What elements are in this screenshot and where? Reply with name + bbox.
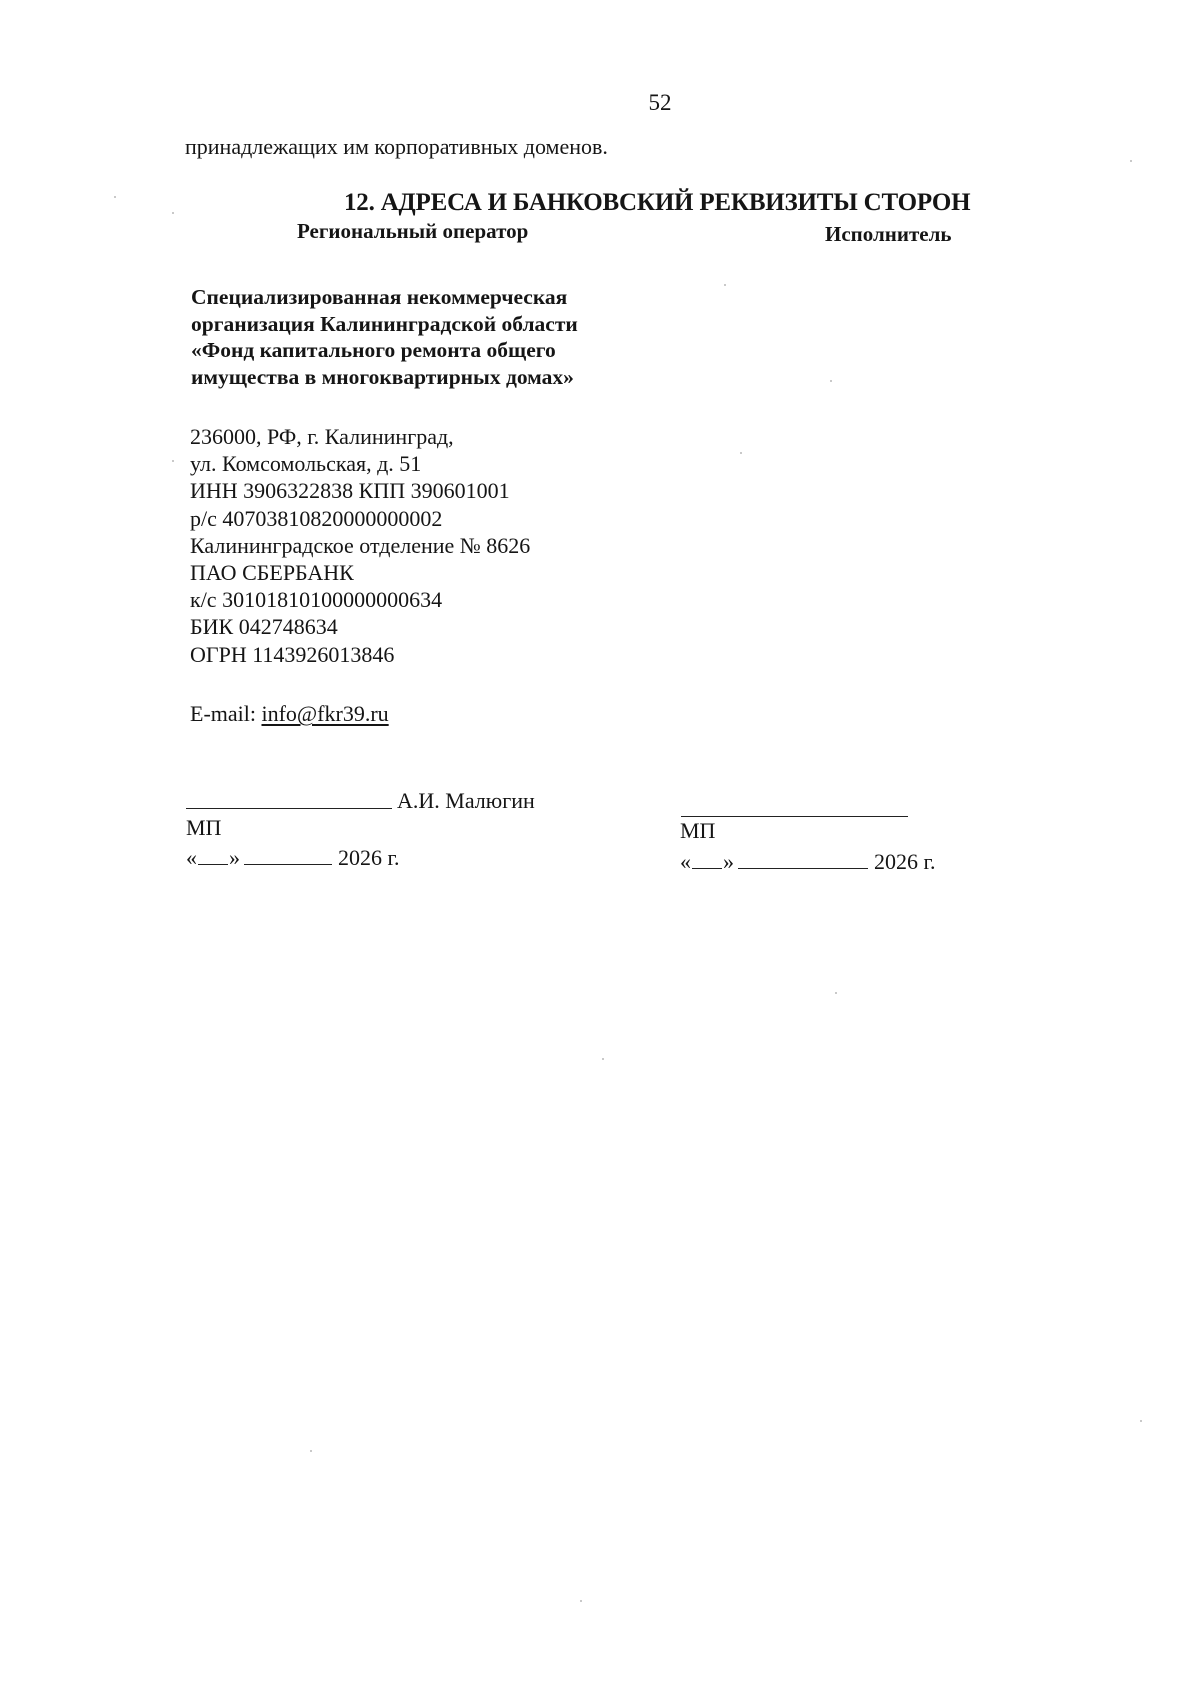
scan-speck	[310, 1450, 312, 1452]
page-number: 52	[648, 90, 672, 115]
date-month-blank	[738, 867, 868, 869]
party-label-contractor: Исполнитель	[825, 222, 952, 246]
scan-speck	[172, 212, 174, 214]
operator-name-line: «Фонд капитального ремонта общего	[191, 338, 556, 362]
date-year: 2026 г.	[874, 849, 936, 874]
requisite-ogrn: ОГРН 1143926013846	[190, 641, 395, 667]
party-label-regional-operator: Региональный оператор	[297, 219, 529, 243]
signatory-name: А.И. Малюгин	[397, 788, 535, 813]
scan-speck	[724, 284, 726, 286]
scan-speck	[114, 196, 116, 198]
scan-speck	[580, 1600, 582, 1602]
requisite-bank-branch: Калининградское отделение № 8626	[190, 532, 531, 558]
requisite-address-city: 236000, РФ, г. Калининград,	[190, 424, 454, 449]
operator-name	[191, 284, 578, 390]
operator-requisites	[190, 423, 530, 668]
stamp-label-left: МП	[186, 815, 222, 840]
date-quote-close: »	[229, 845, 240, 870]
signature-line-right	[681, 816, 908, 817]
section-title: 12. АДРЕСА И БАНКОВСКИЙ РЕКВИЗИТЫ СТОРОН	[344, 189, 971, 216]
date-quote-close: »	[723, 849, 734, 874]
stamp-label-right: МП	[680, 818, 716, 843]
requisite-bank-name: ПАО СБЕРБАНК	[190, 560, 354, 586]
operator-name-line: имущества в многоквартирных домах»	[191, 364, 574, 389]
operator-name-line: Специализированная некоммерческая	[191, 285, 568, 309]
operator-name-line: организация Калининградской области	[191, 311, 578, 336]
email-label: E-mail:	[190, 701, 262, 726]
scan-speck	[602, 1058, 604, 1060]
requisite-inn-kpp: ИНН 3906322838 КПП 390601001	[190, 478, 510, 504]
scan-speck	[740, 452, 742, 454]
scan-speck	[172, 460, 174, 462]
requisite-bik: БИК 042748634	[190, 614, 338, 640]
date-quote-open: «	[186, 845, 197, 870]
continuation-text: принадлежащих им корпоративных доменов.	[185, 134, 608, 159]
date-line-left	[186, 845, 400, 871]
signature-line-left	[186, 808, 392, 809]
date-day-blank	[198, 863, 228, 865]
email-link[interactable]: info@fkr39.ru	[261, 701, 389, 726]
scan-speck	[1130, 160, 1132, 162]
scan-speck	[835, 992, 837, 994]
date-month-blank	[244, 863, 332, 865]
date-line-right	[680, 849, 936, 875]
date-year: 2026 г.	[338, 845, 400, 870]
requisite-corr-account: к/с 30101810100000000634	[190, 587, 443, 613]
requisite-address-street: ул. Комсомольская, д. 51	[190, 451, 422, 477]
operator-email	[190, 701, 389, 727]
requisite-account: р/с 40703810820000000002	[190, 505, 443, 531]
date-quote-open: «	[680, 849, 691, 874]
date-day-blank	[692, 867, 722, 869]
scan-speck	[830, 380, 832, 382]
scan-speck	[1140, 1420, 1142, 1422]
